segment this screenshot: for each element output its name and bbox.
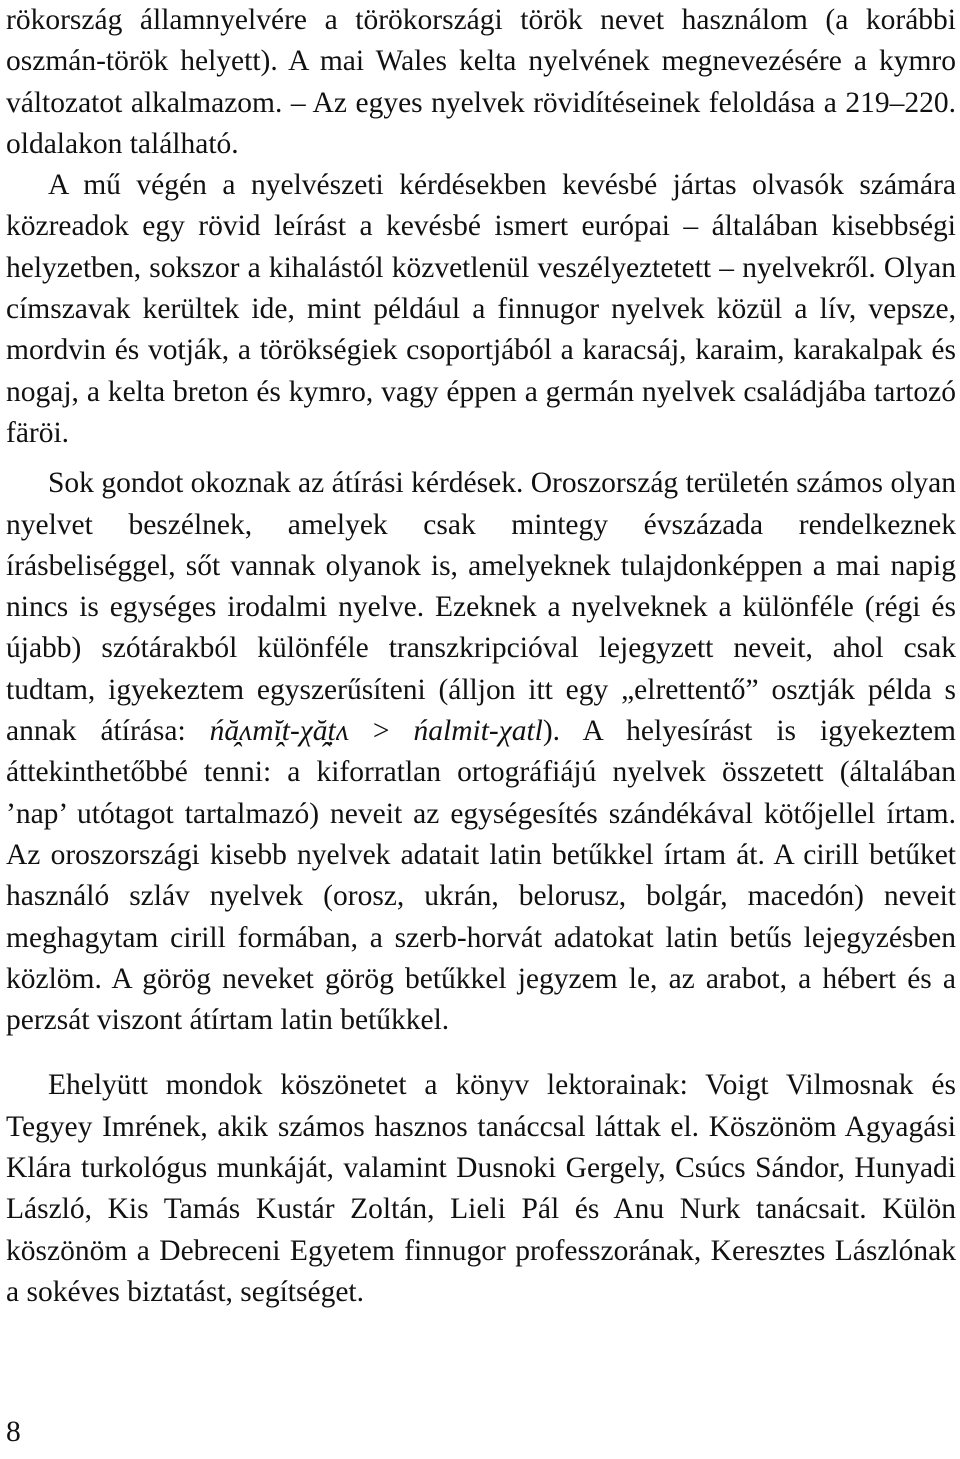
paragraph-3-text-before: Sok gondot okoznak az átírási kérdések. Oroszország területén számos olyan nyelvet beszélnek, amelyek csak mintegy évszázada rendelkeznek írásbeliséggel, sőt vannak olyanok is, amelyeknek tulajdonképpen a mai napig nincs is egységes irodalmi nyelve. Ezeknek a nyelveknek a különféle (régi és újabb) szótárakból különféle transzkripcióval lejegyzett neveit, ahol csak tudtam, igyekeztem egyszerűsíteni (álljon itt egy „elrettentő” osztják példa s annak átírása:: [6, 467, 956, 748]
paragraph-3-text-after: ). A helyesírást is igyekeztem áttekinthetőbbé tenni: a kiforratlan ortográfiájú nyelvek összetett (általában ’nap’ utótagot tartalmazó) neveit az egységesítés szándékával kötőjellel írtam. Az oroszországi kisebb nyelvek adatait latin betűkkel írtam át. A cirill betűket használó szláv nyelvek (orosz, ukrán, belorusz, bolgár, macedón) neveit meghagytam cirill formában, a szerb-horvát adatokat latin betűs lejegyzésben közlöm. A görög neveket görög betűkkel jegyzem le, az arabot, a hébert és a perzsát viszont átírtam latin betűkkel.: [6, 715, 956, 1037]
paragraph-3-arrow: >: [348, 715, 414, 748]
paragraph-4-acknowledgements: Ehelyütt mondok köszönetet a könyv lektorainak: Voigt Vilmosnak és Tegyey Imrének, akik számos hasznos tanáccsal láttak el. Köszönöm Agyagási Klára turkológus munkáját, valamint Dusnoki Gergely, Csúcs Sándor, Hunyadi László, Kis Tamás Kustár Zoltán, Lieli Pál és Anu Nurk tanácsait. Külön köszönöm a Debreceni Egyetem finnugor professzorának, Keresztes Lászlónak a sokéves biztatást, segítséget.: [6, 1069, 956, 1308]
paragraph-1-continuation: rökország államnyelvére a törökországi török nevet használom (a korábbi oszmán-török helyett). A mai Wales kelta nyelvének megnevezésére a kymro változatot alkalmazom. – Az egyes nyelvek rövidítéseinek feloldása a 219–220. oldalakon található.: [6, 4, 956, 160]
paragraph-3-transcription: [6, 463, 956, 1041]
page-number: 8: [6, 1416, 21, 1448]
document-page: [6, 0, 956, 1313]
paragraph-2-lesser-known-languages: A mű végén a nyelvészeti kérdésekben kevésbé jártas olvasók számára közreadok egy rövid leírást a kevésbé ismert európai – általában kisebbségi helyzetben, sokszor a kihalástól közvetlenül veszélyeztetett – nyelvekről. Olyan címszavak kerültek ide, mint például a finnugor nyelvek közül a lív, vepsze, mordvin és votják, a törökségiek csoportjából a karacsáj, karaim, karakalpak és nogaj, a kelta breton és kymro, vagy éppen a germán nyelvek családjába tartozó färöi.: [6, 169, 956, 449]
ostyak-example-original: ńă̭ʌmĭ̭t-χă̭ṭʌ: [209, 715, 349, 748]
ostyak-example-transliterated: ńalmit-χatl: [413, 715, 543, 748]
